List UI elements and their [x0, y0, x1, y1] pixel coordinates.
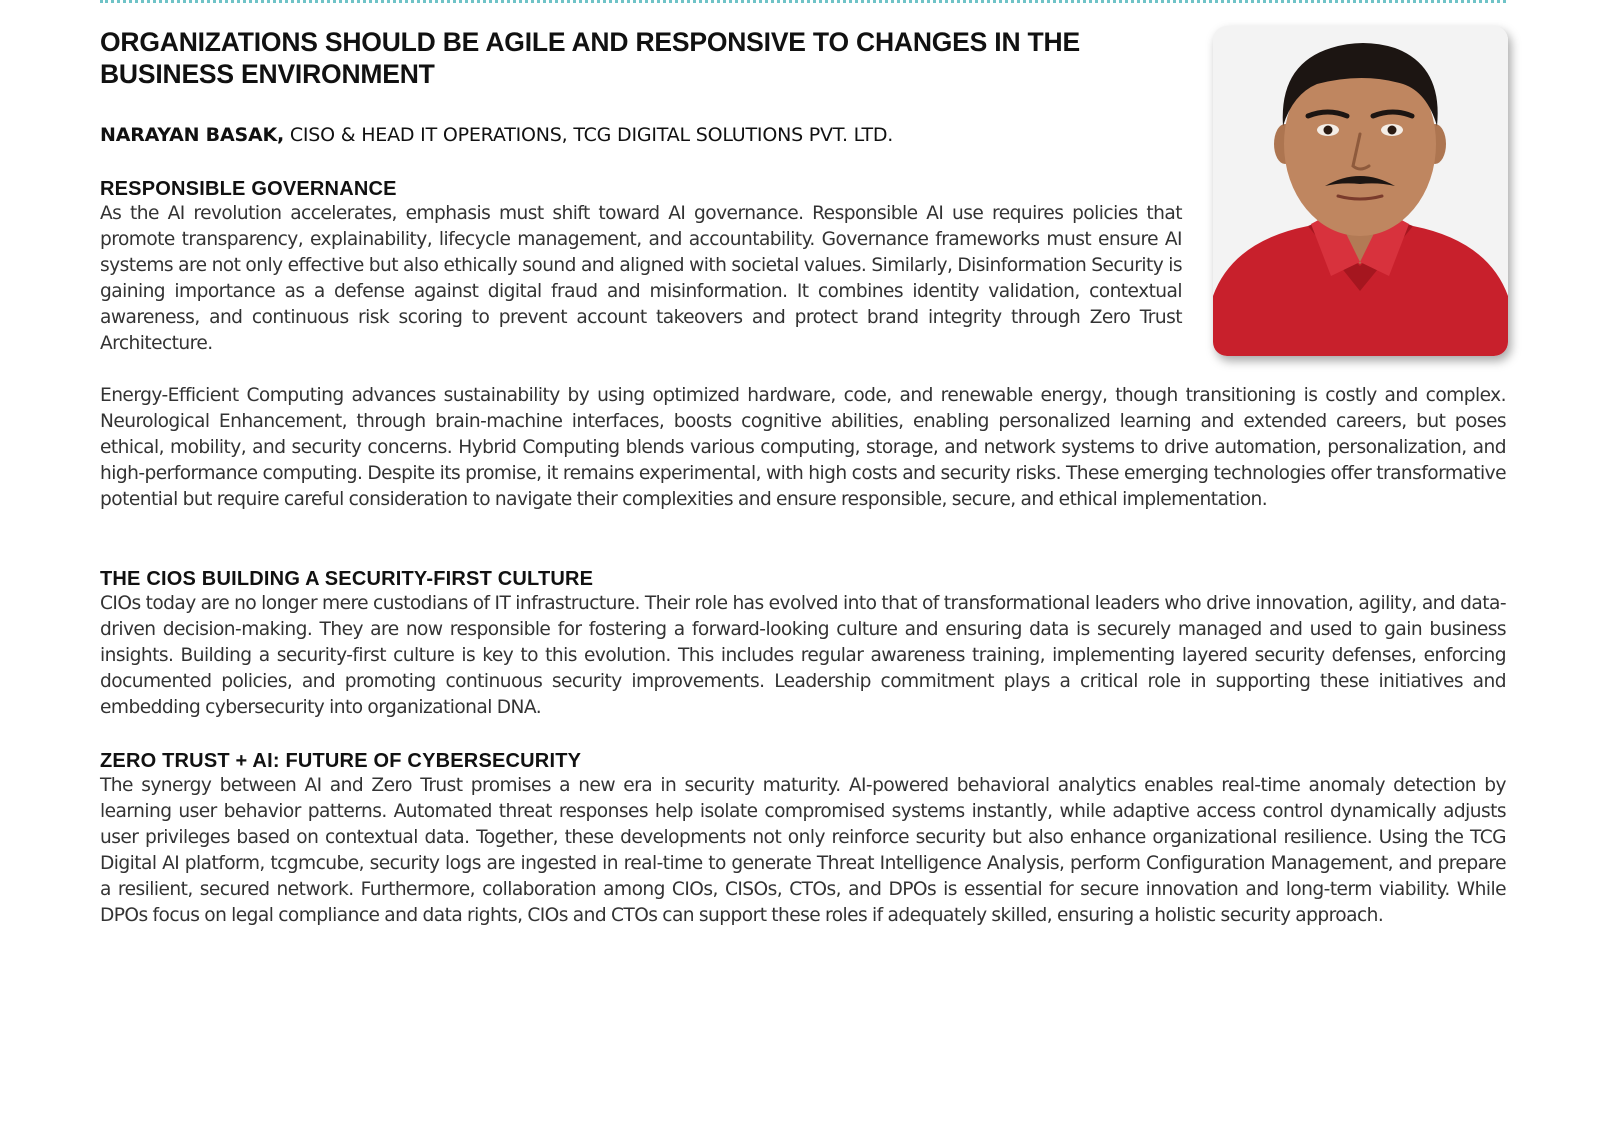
author-byline [100, 123, 1200, 147]
author-name: NARAYAN BASAK, [100, 124, 284, 146]
author-portrait [1213, 26, 1508, 356]
author-role: CISO & HEAD IT OPERATIONS, TCG DIGITAL SOLUTIONS PVT. LTD. [284, 124, 894, 146]
section-heading-security-first-culture: THE CIOS BUILDING A SECURITY-FIRST CULTURE [100, 568, 594, 590]
paragraph-zero-trust-ai: The synergy between AI and Zero Trust promises a new era in security maturity. AI-powered behavioral analytics enables real-time anomaly detection by learning user behavior patterns. Automated threat responses help isolate compromised systems instantly, while adaptive access control dynamically adjusts user privileges based on contextual data. Together, these developments not only reinforce security but also enhance organizational resilience. Using the TCG Digital AI platform, tcgmcube, security logs are ingested in real-time to generate Threat Intelligence Analysis, perform Configuration Management, and prepare a resilient, secured network. Furthermore, collaboration among CIOs, CISOs, CTOs, and DPOs is essential for secure innovation and long-term viability. While DPOs focus on legal compliance and data rights, CIOs and CTOs can support these roles if adequately skilled, ensuring a holistic security approach. [100, 775, 1506, 926]
paragraph-responsible-governance-1: As the AI revolution accelerates, emphasis must shift toward AI governance. Responsible AI use requires policies that promote transparency, explainability, lifecycle management, and accountability. Governance frameworks must ensure AI systems are not only effective but also ethically sound and aligned with societal values. Similarly, Disinformation Security is gaining importance as a defense against digital fraud and misinformation. It combines identity validation, contextual awareness, and continuous risk scoring to prevent account takeovers and protect brand integrity through Zero Trust Architecture. [100, 203, 1182, 354]
top-dotted-rule [100, 0, 1506, 3]
section-heading-zero-trust-ai: ZERO TRUST + AI: FUTURE OF CYBERSECURITY [100, 750, 582, 772]
paragraph-security-first-culture: CIOs today are no longer mere custodians of IT infrastructure. Their role has evolved into that of transformational leaders who drive innovation, agility, and data-driven decision-making. They are now responsible for fostering a forward-looking culture and ensuring data is securely managed and used to gain business insights. Building a security-first culture is key to this evolution. This includes regular awareness training, implementing layered security defenses, enforcing documented policies, and promoting continuous security improvements. Leadership commitment plays a critical role in supporting these initiatives and embedding cybersecurity into organizational DNA. [100, 593, 1506, 718]
paragraph-responsible-governance-2: Energy-Efficient Computing advances sustainability by using optimized hardware, code, and renewable energy, though transitioning is costly and complex. Neurological Enhancement, through brain-machine interfaces, boosts cognitive abilities, enabling personalized learning and extended careers, but poses ethical, mobility, and security concerns. Hybrid Computing blends various computing, storage, and network systems to drive automation, personalization, and high-performance computing. Despite its promise, it remains experimental, with high costs and security risks. These emerging technologies offer transformative potential but require careful consideration to navigate their complexities and ensure responsible, secure, and ethical implementation. [100, 385, 1506, 510]
section-heading-responsible-governance: RESPONSIBLE GOVERNANCE [100, 178, 397, 200]
article-title: ORGANIZATIONS SHOULD BE AGILE AND RESPONSIVE TO CHANGES IN THE BUSINESS ENVIRONMENT [100, 27, 1080, 89]
